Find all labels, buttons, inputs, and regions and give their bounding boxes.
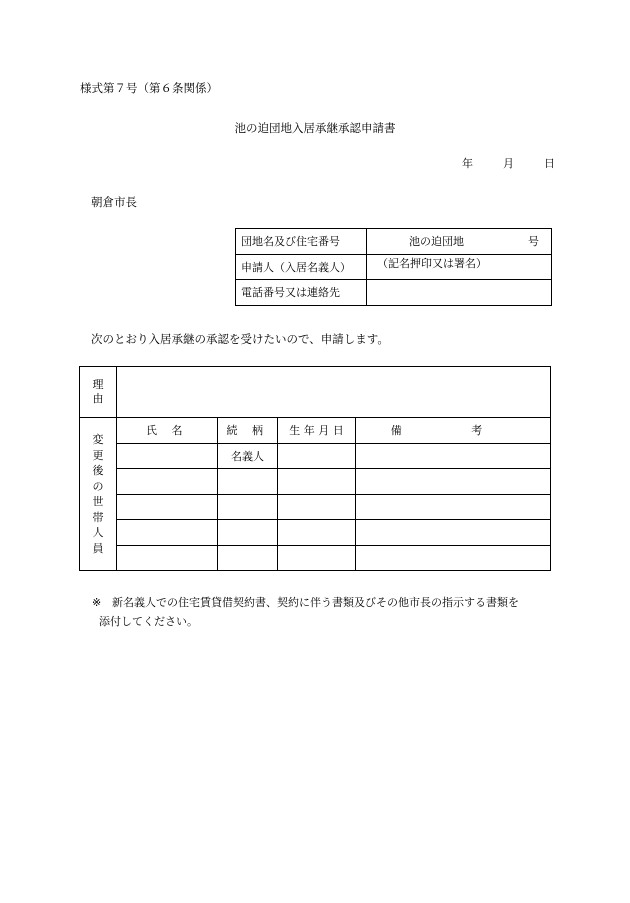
date-day-label: 日 [544,157,555,170]
footnote [92,593,562,631]
member-remarks-cell[interactable] [356,443,551,469]
date-line [462,155,555,171]
footnote-line-2: 添付してください。 [99,615,198,628]
member-remarks-cell[interactable] [356,494,551,520]
applicant-signature-field[interactable] [367,254,552,280]
form-number: 様式第７号（第６条関係） [80,81,218,95]
table-row [80,494,551,520]
number-suffix: 号 [528,235,539,249]
date-year-label: 年 [462,157,473,170]
header-relationship: 続 柄 [218,418,278,444]
member-birthdate-cell[interactable] [278,494,356,520]
member-birthdate-cell[interactable] [278,443,356,469]
member-name-cell[interactable] [117,443,218,469]
table-row [80,520,551,546]
header-birthdate: 生 年 月 日 [278,418,356,444]
estate-name: 池の迫団地 [409,235,464,249]
applicant-label: 申請人（入居名義人） [236,254,367,280]
table-row [80,469,551,495]
table-row [80,443,551,469]
members-label: 変更後の世帯人員 [80,418,117,571]
addressee: 朝倉市長 [91,195,137,209]
member-birthdate-cell[interactable] [278,469,356,495]
contact-field[interactable] [367,280,552,306]
estate-number-field[interactable] [367,229,552,255]
reason-field[interactable] [117,367,551,418]
member-remarks-cell[interactable] [356,520,551,546]
member-relationship-cell[interactable] [218,520,278,546]
applicant-table [235,228,552,306]
member-remarks-cell[interactable] [356,545,551,571]
reason-row [80,367,551,418]
request-sentence: 次のとおり入居承継の承認を受けたいので、申請します。 [91,332,389,346]
header-name: 氏 名 [117,418,218,444]
household-table [79,366,551,571]
member-birthdate-cell[interactable] [278,545,356,571]
footnote-line-1: 新名義人での住宅賃貸借契約書、契約に伴う書類及びその他市長の指示する書類を [112,596,519,609]
signature-note: （記名押印又は署名） [377,256,487,270]
table-row [236,280,552,306]
member-relationship-cell[interactable] [218,545,278,571]
table-row [80,545,551,571]
member-relationship-cell[interactable] [218,494,278,520]
footnote-mark: ※ [92,596,102,609]
member-birthdate-cell[interactable] [278,520,356,546]
member-relationship-cell[interactable] [218,469,278,495]
member-name-cell[interactable] [117,469,218,495]
contact-label: 電話番号又は連絡先 [236,280,367,306]
member-name-cell[interactable] [117,494,218,520]
table-row [236,229,552,255]
document-title: 池の迫団地入居承継承認申請書 [234,121,396,135]
header-remarks: 備 考 [356,418,551,444]
member-name-cell[interactable] [117,520,218,546]
date-month-label: 月 [503,157,514,170]
member-name-cell[interactable] [117,545,218,571]
estate-number-label: 団地名及び住宅番号 [236,229,367,255]
reason-label: 理由 [80,367,117,418]
table-row [236,254,552,280]
header-row [80,418,551,444]
member-relationship-cell[interactable]: 名義人 [218,443,278,469]
member-remarks-cell[interactable] [356,469,551,495]
